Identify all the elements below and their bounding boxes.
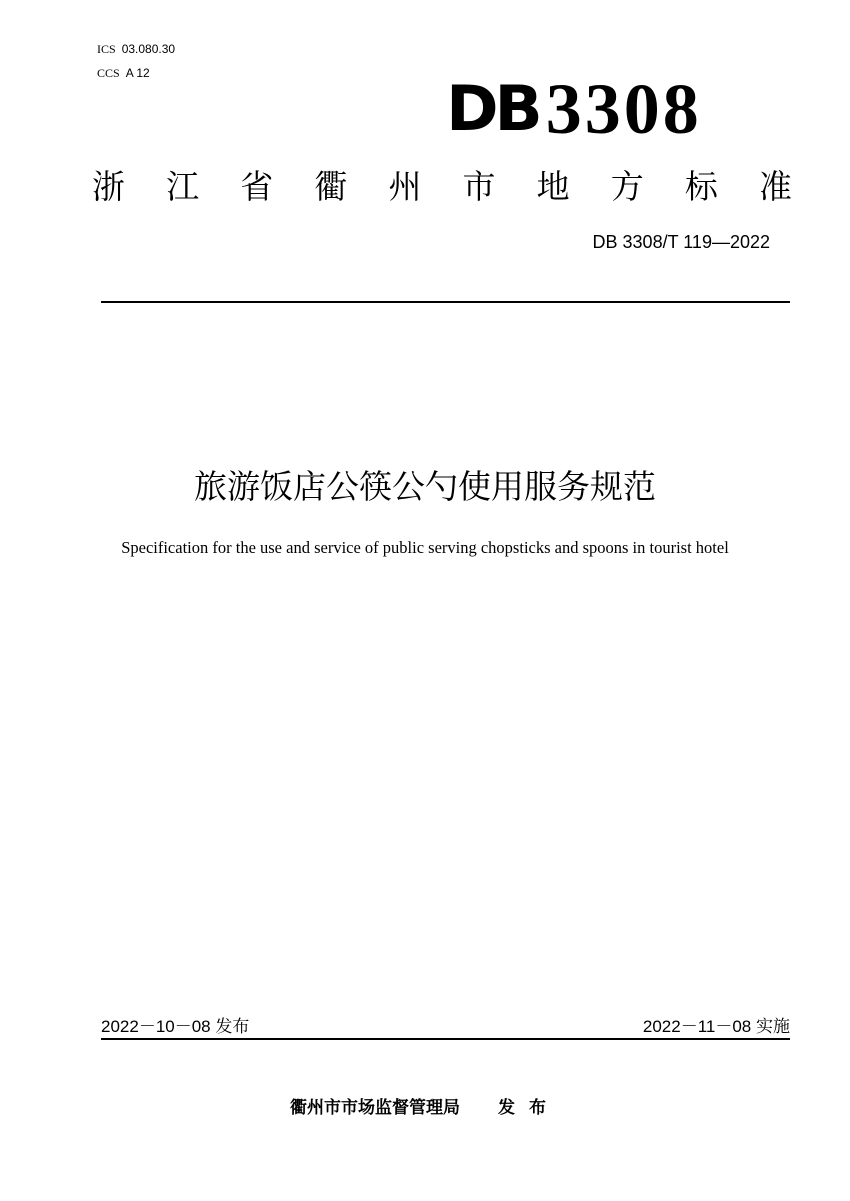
db-letters: DB [446,72,539,145]
category-char: 方 [610,167,644,206]
ccs-label: CCS [97,66,120,80]
category-char: 市 [462,167,496,206]
ccs-line [97,66,150,80]
category-char: 衢 [314,167,348,206]
title-english: Specification for the use and service of public serving chopsticks and spoons in tourist hotel [121,538,729,557]
issuer-action: 发布 [498,1098,560,1118]
publish-date: 2022－10－08 发布 [101,1017,250,1036]
title-chinese: 旅游饭店公筷公勺使用服务规范 [194,467,656,506]
standard-code: DB 3308/T 119—2022 [592,232,770,252]
category-char: 省 [240,167,274,206]
standard-category [92,162,792,212]
implement-date: 2022－11－08 实施 [642,1017,790,1036]
ics-value: 03.080.30 [121,42,176,56]
category-char: 浙 [92,167,125,206]
category-char: 标 [684,167,718,206]
category-char: 州 [388,167,422,206]
category-char: 地 [536,167,570,206]
db-logo [446,69,702,149]
category-char: 准 [758,167,792,206]
ics-label: ICS [97,42,116,56]
category-char: 江 [166,167,200,206]
ccs-value: A 12 [125,66,150,80]
header-divider [101,301,790,303]
ics-line [97,42,175,56]
issuer-name: 衢州市市场监督管理局 [290,1098,460,1118]
issuer-line [0,1096,850,1120]
db-number: 3308 [545,69,702,149]
footer-divider [101,1038,790,1040]
